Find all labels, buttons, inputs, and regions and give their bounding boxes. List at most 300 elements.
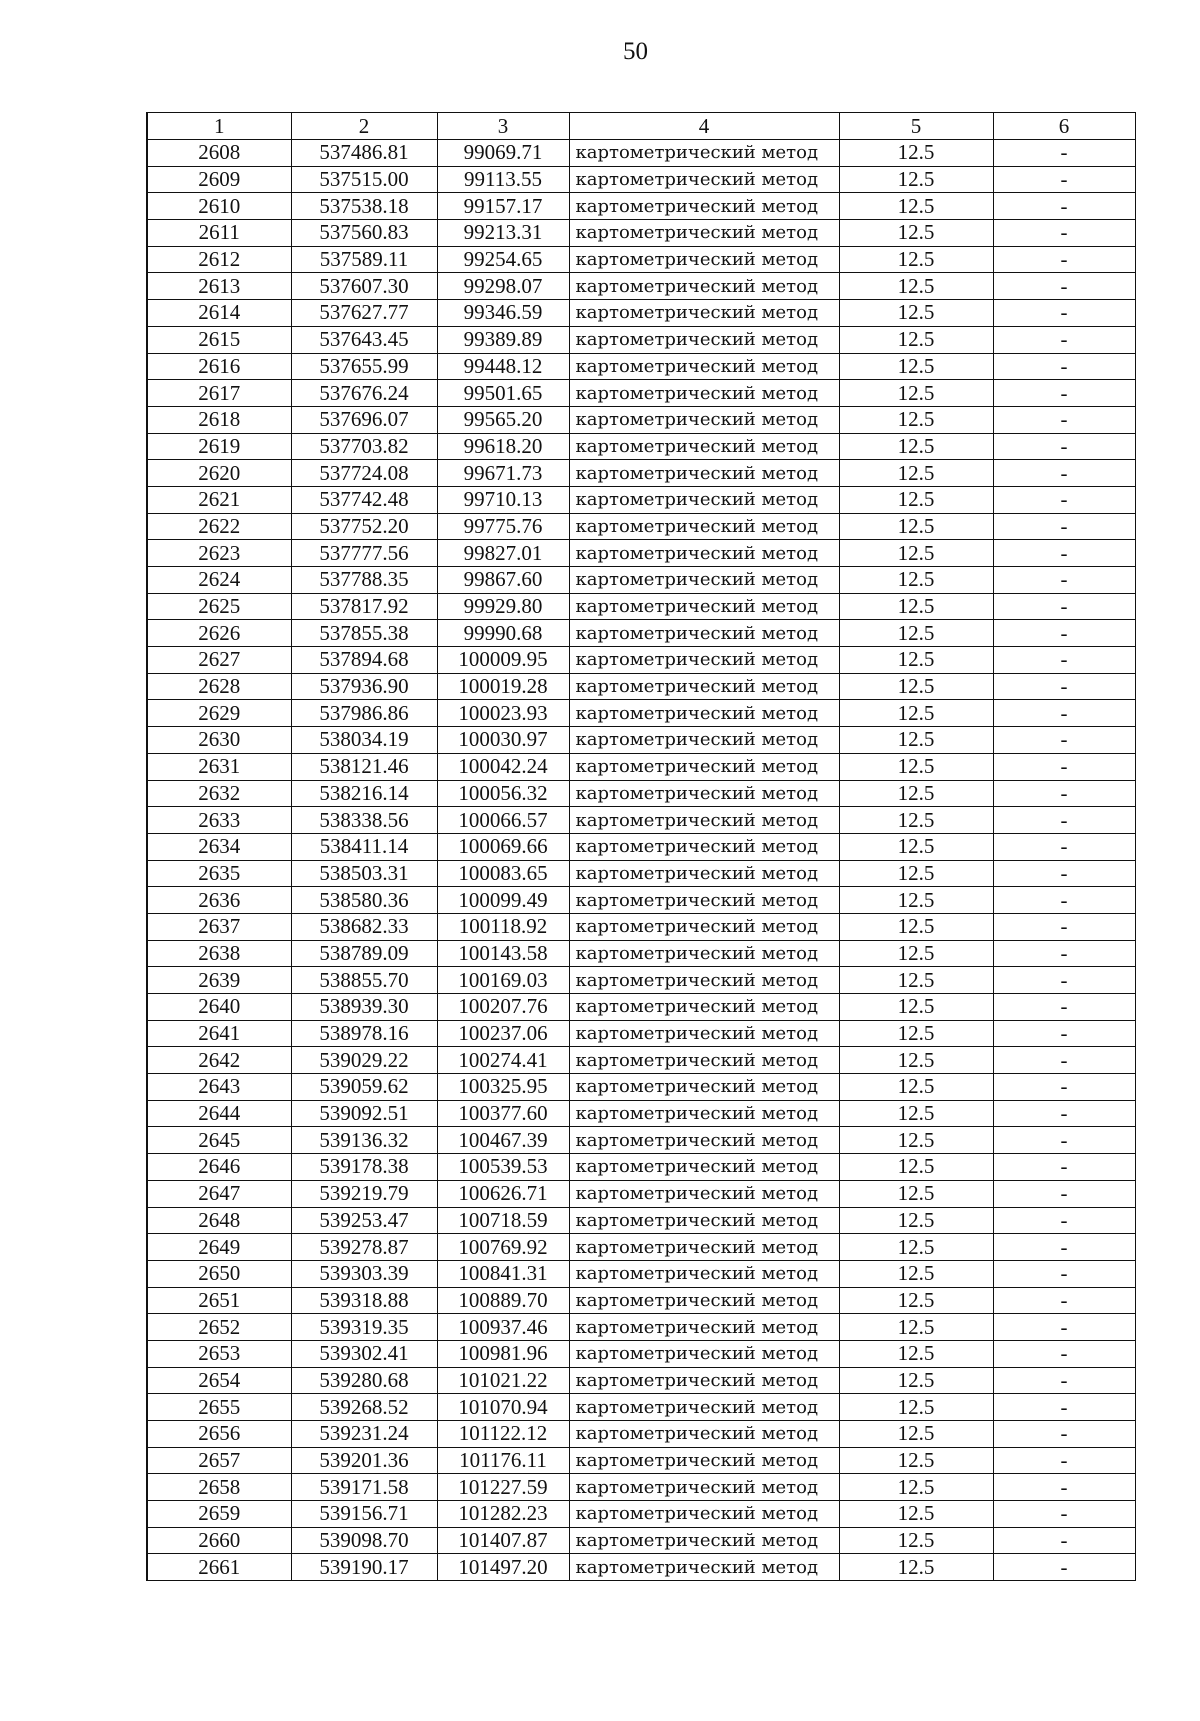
note-cell: - xyxy=(993,567,1135,594)
column-header-3: 3 xyxy=(437,113,569,140)
method-cell: картометрический метод xyxy=(569,1501,839,1528)
table-row xyxy=(147,193,1135,220)
method-cell: картометрический метод xyxy=(569,220,839,247)
accuracy-cell: 12.5 xyxy=(839,780,993,807)
y-coordinate-cell: 100237.06 xyxy=(437,1020,569,1047)
point-number-cell: 2631 xyxy=(147,753,291,780)
method-cell: картометрический метод xyxy=(569,1154,839,1181)
method-cell: картометрический метод xyxy=(569,860,839,887)
column-header-5: 5 xyxy=(839,113,993,140)
table-row xyxy=(147,567,1135,594)
method-cell: картометрический метод xyxy=(569,1207,839,1234)
method-cell: картометрический метод xyxy=(569,540,839,567)
note-cell: - xyxy=(993,166,1135,193)
note-cell: - xyxy=(993,1314,1135,1341)
point-number-cell: 2622 xyxy=(147,513,291,540)
method-cell: картометрический метод xyxy=(569,887,839,914)
x-coordinate-cell: 539171.58 xyxy=(291,1474,437,1501)
table-row xyxy=(147,1501,1135,1528)
note-cell: - xyxy=(993,246,1135,273)
note-cell: - xyxy=(993,1207,1135,1234)
accuracy-cell: 12.5 xyxy=(839,567,993,594)
method-cell: картометрический метод xyxy=(569,193,839,220)
y-coordinate-cell: 101070.94 xyxy=(437,1394,569,1421)
method-cell: картометрический метод xyxy=(569,1287,839,1314)
y-coordinate-cell: 100274.41 xyxy=(437,1047,569,1074)
x-coordinate-cell: 538978.16 xyxy=(291,1020,437,1047)
table-row xyxy=(147,994,1135,1021)
y-coordinate-cell: 100083.65 xyxy=(437,860,569,887)
accuracy-cell: 12.5 xyxy=(839,300,993,327)
accuracy-cell: 12.5 xyxy=(839,1554,993,1581)
point-number-cell: 2633 xyxy=(147,807,291,834)
accuracy-cell: 12.5 xyxy=(839,887,993,914)
column-header-1: 1 xyxy=(147,113,291,140)
method-cell: картометрический метод xyxy=(569,166,839,193)
method-cell: картометрический метод xyxy=(569,807,839,834)
accuracy-cell: 12.5 xyxy=(839,353,993,380)
y-coordinate-cell: 99298.07 xyxy=(437,273,569,300)
x-coordinate-cell: 537817.92 xyxy=(291,593,437,620)
x-coordinate-cell: 539253.47 xyxy=(291,1207,437,1234)
y-coordinate-cell: 99113.55 xyxy=(437,166,569,193)
accuracy-cell: 12.5 xyxy=(839,1527,993,1554)
accuracy-cell: 12.5 xyxy=(839,166,993,193)
note-cell: - xyxy=(993,460,1135,487)
method-cell: картометрический метод xyxy=(569,1447,839,1474)
method-cell: картометрический метод xyxy=(569,593,839,620)
x-coordinate-cell: 537486.81 xyxy=(291,140,437,167)
x-coordinate-cell: 539231.24 xyxy=(291,1421,437,1448)
point-number-cell: 2621 xyxy=(147,486,291,513)
y-coordinate-cell: 101122.12 xyxy=(437,1421,569,1448)
method-cell: картометрический метод xyxy=(569,406,839,433)
point-number-cell: 2647 xyxy=(147,1180,291,1207)
y-coordinate-cell: 99448.12 xyxy=(437,353,569,380)
note-cell: - xyxy=(993,1367,1135,1394)
point-number-cell: 2651 xyxy=(147,1287,291,1314)
y-coordinate-cell: 99671.73 xyxy=(437,460,569,487)
x-coordinate-cell: 538503.31 xyxy=(291,860,437,887)
table-row xyxy=(147,1100,1135,1127)
y-coordinate-cell: 100030.97 xyxy=(437,727,569,754)
point-number-cell: 2649 xyxy=(147,1234,291,1261)
x-coordinate-cell: 537655.99 xyxy=(291,353,437,380)
x-coordinate-cell: 537986.86 xyxy=(291,700,437,727)
accuracy-cell: 12.5 xyxy=(839,967,993,994)
y-coordinate-cell: 100377.60 xyxy=(437,1100,569,1127)
note-cell: - xyxy=(993,1340,1135,1367)
x-coordinate-cell: 537676.24 xyxy=(291,380,437,407)
x-coordinate-cell: 537589.11 xyxy=(291,246,437,273)
point-number-cell: 2615 xyxy=(147,326,291,353)
point-number-cell: 2623 xyxy=(147,540,291,567)
x-coordinate-cell: 539303.39 xyxy=(291,1260,437,1287)
accuracy-cell: 12.5 xyxy=(839,513,993,540)
y-coordinate-cell: 100718.59 xyxy=(437,1207,569,1234)
y-coordinate-cell: 99389.89 xyxy=(437,326,569,353)
y-coordinate-cell: 99990.68 xyxy=(437,620,569,647)
x-coordinate-cell: 537607.30 xyxy=(291,273,437,300)
x-coordinate-cell: 539136.32 xyxy=(291,1127,437,1154)
x-coordinate-cell: 538338.56 xyxy=(291,807,437,834)
method-cell: картометрический метод xyxy=(569,913,839,940)
method-cell: картометрический метод xyxy=(569,300,839,327)
method-cell: картометрический метод xyxy=(569,1421,839,1448)
accuracy-cell: 12.5 xyxy=(839,913,993,940)
table-row xyxy=(147,246,1135,273)
column-header-2: 2 xyxy=(291,113,437,140)
point-number-cell: 2639 xyxy=(147,967,291,994)
note-cell: - xyxy=(993,1287,1135,1314)
point-number-cell: 2648 xyxy=(147,1207,291,1234)
point-number-cell: 2617 xyxy=(147,380,291,407)
note-cell: - xyxy=(993,300,1135,327)
method-cell: картометрический метод xyxy=(569,673,839,700)
point-number-cell: 2655 xyxy=(147,1394,291,1421)
x-coordinate-cell: 539268.52 xyxy=(291,1394,437,1421)
y-coordinate-cell: 100019.28 xyxy=(437,673,569,700)
accuracy-cell: 12.5 xyxy=(839,860,993,887)
point-number-cell: 2618 xyxy=(147,406,291,433)
x-coordinate-cell: 539219.79 xyxy=(291,1180,437,1207)
x-coordinate-cell: 537936.90 xyxy=(291,673,437,700)
accuracy-cell: 12.5 xyxy=(839,1367,993,1394)
method-cell: картометрический метод xyxy=(569,940,839,967)
point-number-cell: 2643 xyxy=(147,1074,291,1101)
y-coordinate-cell: 99501.65 xyxy=(437,380,569,407)
y-coordinate-cell: 99565.20 xyxy=(437,406,569,433)
point-number-cell: 2659 xyxy=(147,1501,291,1528)
method-cell: картометрический метод xyxy=(569,486,839,513)
table-row xyxy=(147,380,1135,407)
y-coordinate-cell: 99069.71 xyxy=(437,140,569,167)
x-coordinate-cell: 538121.46 xyxy=(291,753,437,780)
table-row xyxy=(147,1421,1135,1448)
table-row xyxy=(147,1207,1135,1234)
note-cell: - xyxy=(993,807,1135,834)
table-row xyxy=(147,860,1135,887)
method-cell: картометрический метод xyxy=(569,700,839,727)
accuracy-cell: 12.5 xyxy=(839,1154,993,1181)
point-number-cell: 2652 xyxy=(147,1314,291,1341)
note-cell: - xyxy=(993,913,1135,940)
method-cell: картометрический метод xyxy=(569,967,839,994)
table-row xyxy=(147,753,1135,780)
accuracy-cell: 12.5 xyxy=(839,807,993,834)
table-row xyxy=(147,406,1135,433)
accuracy-cell: 12.5 xyxy=(839,1474,993,1501)
y-coordinate-cell: 100069.66 xyxy=(437,833,569,860)
x-coordinate-cell: 539098.70 xyxy=(291,1527,437,1554)
y-coordinate-cell: 99710.13 xyxy=(437,486,569,513)
x-coordinate-cell: 538580.36 xyxy=(291,887,437,914)
accuracy-cell: 12.5 xyxy=(839,380,993,407)
accuracy-cell: 12.5 xyxy=(839,1314,993,1341)
note-cell: - xyxy=(993,1074,1135,1101)
point-number-cell: 2641 xyxy=(147,1020,291,1047)
table-row xyxy=(147,700,1135,727)
note-cell: - xyxy=(993,1154,1135,1181)
y-coordinate-cell: 100467.39 xyxy=(437,1127,569,1154)
accuracy-cell: 12.5 xyxy=(839,1127,993,1154)
y-coordinate-cell: 100937.46 xyxy=(437,1314,569,1341)
method-cell: картометрический метод xyxy=(569,1554,839,1581)
note-cell: - xyxy=(993,860,1135,887)
accuracy-cell: 12.5 xyxy=(839,940,993,967)
y-coordinate-cell: 99827.01 xyxy=(437,540,569,567)
y-coordinate-cell: 100841.31 xyxy=(437,1260,569,1287)
method-cell: картометрический метод xyxy=(569,994,839,1021)
point-number-cell: 2637 xyxy=(147,913,291,940)
table-row xyxy=(147,1394,1135,1421)
accuracy-cell: 12.5 xyxy=(839,406,993,433)
y-coordinate-cell: 100325.95 xyxy=(437,1074,569,1101)
x-coordinate-cell: 539156.71 xyxy=(291,1501,437,1528)
point-number-cell: 2638 xyxy=(147,940,291,967)
note-cell: - xyxy=(993,593,1135,620)
y-coordinate-cell: 99254.65 xyxy=(437,246,569,273)
accuracy-cell: 12.5 xyxy=(839,673,993,700)
table-row xyxy=(147,220,1135,247)
x-coordinate-cell: 539190.17 xyxy=(291,1554,437,1581)
accuracy-cell: 12.5 xyxy=(839,1287,993,1314)
point-number-cell: 2626 xyxy=(147,620,291,647)
note-cell: - xyxy=(993,353,1135,380)
point-number-cell: 2650 xyxy=(147,1260,291,1287)
method-cell: картометрический метод xyxy=(569,246,839,273)
point-number-cell: 2610 xyxy=(147,193,291,220)
x-coordinate-cell: 537538.18 xyxy=(291,193,437,220)
note-cell: - xyxy=(993,673,1135,700)
table-row xyxy=(147,673,1135,700)
table-row xyxy=(147,486,1135,513)
point-number-cell: 2609 xyxy=(147,166,291,193)
point-number-cell: 2636 xyxy=(147,887,291,914)
method-cell: картометрический метод xyxy=(569,273,839,300)
point-number-cell: 2619 xyxy=(147,433,291,460)
table-row xyxy=(147,1527,1135,1554)
table-row xyxy=(147,1180,1135,1207)
note-cell: - xyxy=(993,380,1135,407)
table-row xyxy=(147,807,1135,834)
note-cell: - xyxy=(993,1234,1135,1261)
y-coordinate-cell: 100118.92 xyxy=(437,913,569,940)
y-coordinate-cell: 100769.92 xyxy=(437,1234,569,1261)
y-coordinate-cell: 99867.60 xyxy=(437,567,569,594)
point-number-cell: 2611 xyxy=(147,220,291,247)
table-row xyxy=(147,300,1135,327)
x-coordinate-cell: 539029.22 xyxy=(291,1047,437,1074)
x-coordinate-cell: 537777.56 xyxy=(291,540,437,567)
note-cell: - xyxy=(993,433,1135,460)
accuracy-cell: 12.5 xyxy=(839,620,993,647)
y-coordinate-cell: 101227.59 xyxy=(437,1474,569,1501)
accuracy-cell: 12.5 xyxy=(839,193,993,220)
table-row xyxy=(147,1074,1135,1101)
method-cell: картометрический метод xyxy=(569,1074,839,1101)
page-number: 50 xyxy=(623,38,648,65)
y-coordinate-cell: 100099.49 xyxy=(437,887,569,914)
x-coordinate-cell: 538411.14 xyxy=(291,833,437,860)
accuracy-cell: 12.5 xyxy=(839,1260,993,1287)
point-number-cell: 2627 xyxy=(147,647,291,674)
method-cell: картометрический метод xyxy=(569,1474,839,1501)
method-cell: картометрический метод xyxy=(569,513,839,540)
table-row xyxy=(147,433,1135,460)
accuracy-cell: 12.5 xyxy=(839,486,993,513)
method-cell: картометрический метод xyxy=(569,727,839,754)
accuracy-cell: 12.5 xyxy=(839,540,993,567)
table-row xyxy=(147,833,1135,860)
note-cell: - xyxy=(993,753,1135,780)
note-cell: - xyxy=(993,1447,1135,1474)
point-number-cell: 2634 xyxy=(147,833,291,860)
note-cell: - xyxy=(993,406,1135,433)
table-row xyxy=(147,540,1135,567)
method-cell: картометрический метод xyxy=(569,1527,839,1554)
y-coordinate-cell: 100539.53 xyxy=(437,1154,569,1181)
method-cell: картометрический метод xyxy=(569,1180,839,1207)
accuracy-cell: 12.5 xyxy=(839,220,993,247)
x-coordinate-cell: 537703.82 xyxy=(291,433,437,460)
accuracy-cell: 12.5 xyxy=(839,1180,993,1207)
accuracy-cell: 12.5 xyxy=(839,1074,993,1101)
method-cell: картометрический метод xyxy=(569,1314,839,1341)
y-coordinate-cell: 100207.76 xyxy=(437,994,569,1021)
accuracy-cell: 12.5 xyxy=(839,1234,993,1261)
point-number-cell: 2660 xyxy=(147,1527,291,1554)
table-row xyxy=(147,780,1135,807)
note-cell: - xyxy=(993,1394,1135,1421)
point-number-cell: 2620 xyxy=(147,460,291,487)
method-cell: картометрический метод xyxy=(569,460,839,487)
accuracy-cell: 12.5 xyxy=(839,833,993,860)
point-number-cell: 2614 xyxy=(147,300,291,327)
x-coordinate-cell: 537894.68 xyxy=(291,647,437,674)
method-cell: картометрический метод xyxy=(569,753,839,780)
note-cell: - xyxy=(993,1554,1135,1581)
point-number-cell: 2657 xyxy=(147,1447,291,1474)
method-cell: картометрический метод xyxy=(569,1127,839,1154)
y-coordinate-cell: 100143.58 xyxy=(437,940,569,967)
point-number-cell: 2644 xyxy=(147,1100,291,1127)
x-coordinate-cell: 538216.14 xyxy=(291,780,437,807)
note-cell: - xyxy=(993,620,1135,647)
note-cell: - xyxy=(993,780,1135,807)
accuracy-cell: 12.5 xyxy=(839,593,993,620)
x-coordinate-cell: 537788.35 xyxy=(291,567,437,594)
accuracy-cell: 12.5 xyxy=(839,1207,993,1234)
note-cell: - xyxy=(993,833,1135,860)
x-coordinate-cell: 537742.48 xyxy=(291,486,437,513)
method-cell: картометрический метод xyxy=(569,1100,839,1127)
x-coordinate-cell: 539092.51 xyxy=(291,1100,437,1127)
note-cell: - xyxy=(993,486,1135,513)
x-coordinate-cell: 539059.62 xyxy=(291,1074,437,1101)
point-number-cell: 2656 xyxy=(147,1421,291,1448)
table-row xyxy=(147,727,1135,754)
method-cell: картометрический метод xyxy=(569,1047,839,1074)
accuracy-cell: 12.5 xyxy=(839,1447,993,1474)
note-cell: - xyxy=(993,1047,1135,1074)
point-number-cell: 2653 xyxy=(147,1340,291,1367)
point-number-cell: 2658 xyxy=(147,1474,291,1501)
accuracy-cell: 12.5 xyxy=(839,994,993,1021)
point-number-cell: 2640 xyxy=(147,994,291,1021)
point-number-cell: 2616 xyxy=(147,353,291,380)
table-row xyxy=(147,326,1135,353)
y-coordinate-cell: 100626.71 xyxy=(437,1180,569,1207)
accuracy-cell: 12.5 xyxy=(839,1340,993,1367)
table-header xyxy=(147,113,1135,140)
y-coordinate-cell: 99157.17 xyxy=(437,193,569,220)
note-cell: - xyxy=(993,727,1135,754)
note-cell: - xyxy=(993,220,1135,247)
accuracy-cell: 12.5 xyxy=(839,1100,993,1127)
point-number-cell: 2646 xyxy=(147,1154,291,1181)
method-cell: картометрический метод xyxy=(569,353,839,380)
table-body xyxy=(147,140,1135,1581)
table-row xyxy=(147,1554,1135,1581)
accuracy-cell: 12.5 xyxy=(839,647,993,674)
method-cell: картометрический метод xyxy=(569,1234,839,1261)
table-row xyxy=(147,1287,1135,1314)
note-cell: - xyxy=(993,700,1135,727)
y-coordinate-cell: 100023.93 xyxy=(437,700,569,727)
y-coordinate-cell: 100056.32 xyxy=(437,780,569,807)
header-row xyxy=(147,113,1135,140)
method-cell: картометрический метод xyxy=(569,380,839,407)
y-coordinate-cell: 101021.22 xyxy=(437,1367,569,1394)
point-number-cell: 2608 xyxy=(147,140,291,167)
column-header-4: 4 xyxy=(569,113,839,140)
table-row xyxy=(147,460,1135,487)
method-cell: картометрический метод xyxy=(569,1367,839,1394)
note-cell: - xyxy=(993,1127,1135,1154)
x-coordinate-cell: 539278.87 xyxy=(291,1234,437,1261)
table-row xyxy=(147,1314,1135,1341)
method-cell: картометрический метод xyxy=(569,1020,839,1047)
accuracy-cell: 12.5 xyxy=(839,140,993,167)
x-coordinate-cell: 539319.35 xyxy=(291,1314,437,1341)
method-cell: картометрический метод xyxy=(569,833,839,860)
note-cell: - xyxy=(993,513,1135,540)
point-number-cell: 2635 xyxy=(147,860,291,887)
method-cell: картометрический метод xyxy=(569,326,839,353)
table-row xyxy=(147,1154,1135,1181)
x-coordinate-cell: 537696.07 xyxy=(291,406,437,433)
method-cell: картометрический метод xyxy=(569,433,839,460)
point-number-cell: 2661 xyxy=(147,1554,291,1581)
x-coordinate-cell: 537515.00 xyxy=(291,166,437,193)
point-number-cell: 2629 xyxy=(147,700,291,727)
note-cell: - xyxy=(993,193,1135,220)
x-coordinate-cell: 537855.38 xyxy=(291,620,437,647)
point-number-cell: 2642 xyxy=(147,1047,291,1074)
note-cell: - xyxy=(993,647,1135,674)
point-number-cell: 2624 xyxy=(147,567,291,594)
accuracy-cell: 12.5 xyxy=(839,1421,993,1448)
x-coordinate-cell: 539201.36 xyxy=(291,1447,437,1474)
point-number-cell: 2612 xyxy=(147,246,291,273)
table-row xyxy=(147,1260,1135,1287)
note-cell: - xyxy=(993,540,1135,567)
note-cell: - xyxy=(993,1474,1135,1501)
method-cell: картометрический метод xyxy=(569,1340,839,1367)
table-row xyxy=(147,620,1135,647)
accuracy-cell: 12.5 xyxy=(839,1047,993,1074)
